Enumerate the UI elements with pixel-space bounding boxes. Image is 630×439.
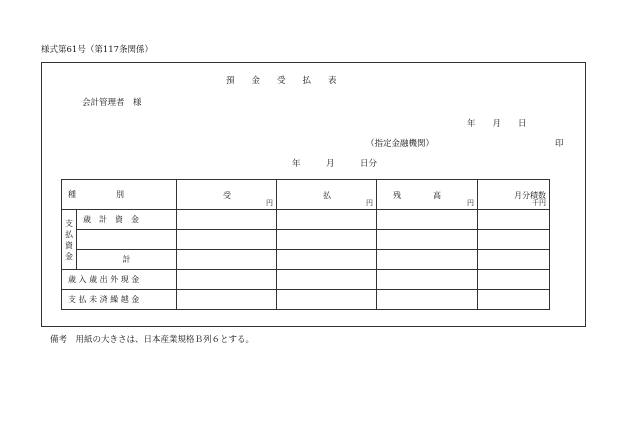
table-row [62, 270, 550, 290]
cell [377, 290, 478, 310]
cell [277, 270, 377, 290]
row-unsettled-carryover: 支 払 未 済 繰 越 金 [62, 290, 177, 310]
receipt-payment-table [61, 179, 550, 310]
cell [277, 290, 377, 310]
header-monthly [478, 180, 550, 210]
header-receipt [177, 180, 277, 210]
cell [177, 250, 277, 270]
cell [277, 230, 377, 250]
cell [277, 250, 377, 270]
table-row [62, 230, 550, 250]
cell [478, 230, 550, 250]
cell [377, 230, 478, 250]
row-subtotal: 計 [77, 250, 177, 270]
header-balance-label: 残 高 [393, 191, 441, 200]
header-balance [377, 180, 478, 210]
cell [177, 290, 277, 310]
cell [177, 230, 277, 250]
cell [478, 270, 550, 290]
addressee: 会計管理者 様 [82, 98, 142, 108]
header-payment [277, 180, 377, 210]
cell [377, 210, 478, 230]
table-row [62, 210, 550, 230]
row-annual-funds: 歳 計 資 金 [77, 210, 177, 230]
row-off-budget-cash: 歳 入 歳 出 外 現 金 [62, 270, 177, 290]
header-receipt-label: 受 [223, 191, 231, 200]
cell [478, 210, 550, 230]
footnote: 備考 用紙の大きさは、日本産業規格Ｂ列６とする。 [50, 335, 255, 345]
header-category-label: 種 別 [68, 190, 124, 199]
cell [177, 210, 277, 230]
report-date: 年 月 日 [467, 119, 527, 129]
cell [478, 290, 550, 310]
form-title: 預 金 受 払 表 [226, 76, 337, 86]
table-row [62, 290, 550, 310]
form-number: 様式第61号（第117条関係） [41, 45, 154, 55]
payment-funds-label: 支 払 資 金 [65, 218, 73, 261]
cell [377, 250, 478, 270]
payment-funds-group [62, 210, 77, 270]
header-monthly-label: 月分積数 [514, 191, 546, 200]
table-row [62, 250, 550, 270]
unit-thousand-yen: 千円 [532, 199, 546, 207]
row-blank [77, 230, 177, 250]
period-line: 年 月 日分 [292, 159, 378, 169]
seal-mark: 印 [555, 139, 564, 149]
unit-yen: 円 [366, 199, 373, 207]
table-header-row [62, 180, 550, 210]
header-category [62, 180, 177, 210]
unit-yen: 円 [467, 199, 474, 207]
cell [277, 210, 377, 230]
header-payment-label: 払 [323, 191, 331, 200]
cell [377, 270, 478, 290]
unit-yen: 円 [266, 199, 273, 207]
cell [177, 270, 277, 290]
bank-label: （指定金融機関） [366, 139, 435, 149]
cell [478, 250, 550, 270]
